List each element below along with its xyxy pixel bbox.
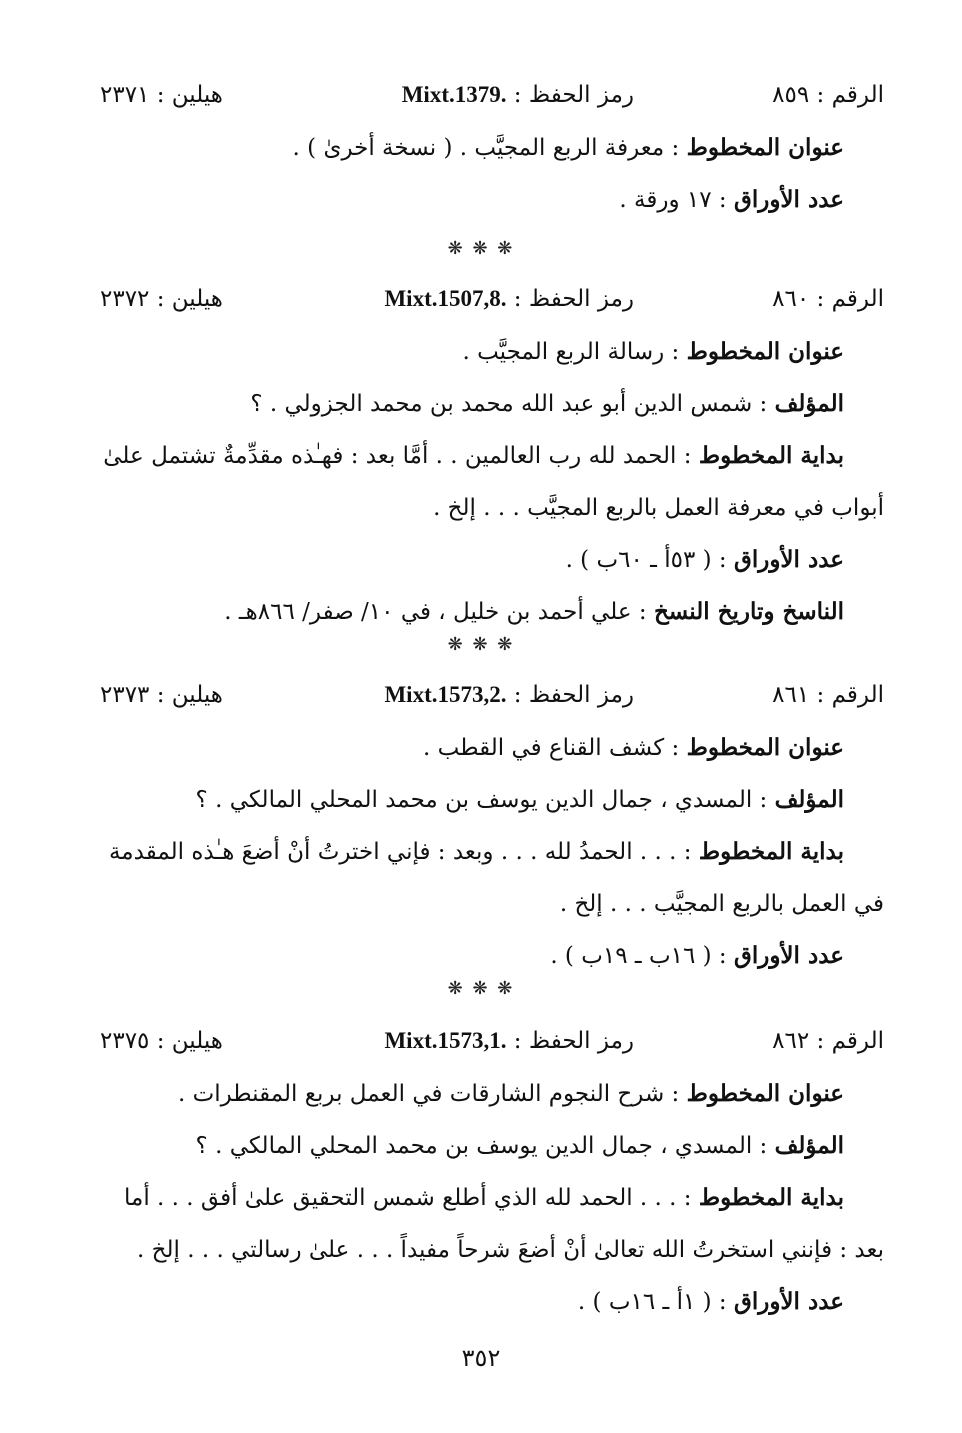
shelfmark-code: Mixt.1379. [401,82,507,107]
shelfmark-label: رمز الحفظ : [506,286,634,312]
separator: ❋ ❋ ❋ [447,634,515,655]
entry-number: الرقم : ٨٦٠ [772,286,884,312]
shelfmark [384,286,634,312]
entry-862 [70,1024,884,1328]
author-label: المؤلف [774,390,844,417]
title-value: : رسالة الربع المجيَّب . [462,339,687,365]
incipit-line [70,430,884,482]
shelfmark [402,82,634,108]
folios-line [70,1276,884,1328]
title-value: : كشف القناع في القطب . [423,735,687,761]
folios-value: : ١٧ ورقة . [619,187,734,213]
entry-860 [70,282,884,638]
author-value: : شمس الدين أبو عبد الله محمد بن محمد الجزولي . ؟ [250,391,775,417]
folios-value: : ( ١أ ـ ١٦ب ) . [577,1289,734,1315]
title-value: : شرح النجوم الشارقات في العمل بربع المقنطرات . [177,1081,687,1107]
author-label: المؤلف [774,1132,844,1159]
author-label: المؤلف [774,786,844,813]
incipit-continuation: بعد : فإنني استخرتُ الله تعالىٰ أنْ أضعَ شرحاً مفيداً . . . علىٰ رسالتي . . . إلخ . [137,1237,884,1263]
author-value: : المسدي ، جمال الدين يوسف بن محمد المحلي المالكي . ؟ [195,1133,775,1159]
title-line [70,1068,884,1120]
shelfmark-code: Mixt.1507,8. [384,286,507,311]
helin-number: هيلين : ٢٣٧١ [100,82,223,108]
shelfmark-label: رمز الحفظ : [506,82,634,108]
incipit-value: : . . . الحمد لله الذي أطلع شمس التحقيق علىٰ أفق . . . أما [124,1185,699,1211]
incipit-line [70,826,884,878]
author-line [70,774,884,826]
entry-number: الرقم : ٨٥٩ [772,82,884,108]
folios-label: عدد الأوراق [733,186,844,213]
helin-number: هيلين : ٢٣٧٢ [100,286,223,312]
folios-label: عدد الأوراق [733,942,844,969]
shelfmark-label: رمز الحفظ : [506,1028,634,1054]
entry-number: الرقم : ٨٦٢ [772,1028,884,1054]
shelfmark-code: Mixt.1573,2. [384,682,507,707]
entry-header [70,282,884,326]
copyist-label: الناسخ وتاريخ النسخ [653,598,844,625]
title-line [70,722,884,774]
title-line [70,326,884,378]
helin-number: هيلين : ٢٣٧٣ [100,682,223,708]
author-line [70,1120,884,1172]
title-value: : معرفة الربع المجيَّب . ( نسخة أخرىٰ ) . [292,135,687,161]
incipit-label: بداية المخطوط [698,442,844,469]
shelfmark [384,1028,634,1054]
author-line [70,378,884,430]
folios-line [70,930,884,982]
separator: ❋ ❋ ❋ [447,238,515,259]
incipit-continuation: أبواب في معرفة العمل بالربع المجيَّب . . . إلخ . [433,495,884,521]
copyist-value: : علي أحمد بن خليل ، في ١٠/ صفر/ ٨٦٦هـ . [224,599,654,625]
entry-861 [70,678,884,982]
entry-859 [70,78,884,226]
folios-label: عدد الأوراق [733,546,844,573]
incipit-label: بداية المخطوط [698,838,844,865]
folios-label: عدد الأوراق [733,1288,844,1315]
separator: ❋ ❋ ❋ [447,978,515,999]
entry-header [70,78,884,122]
incipit-continuation: في العمل بالربع المجيَّب . . . إلخ . [559,891,884,917]
folios-line [70,174,884,226]
helin-number: هيلين : ٢٣٧٥ [100,1028,223,1054]
folios-line [70,534,884,586]
shelfmark-code: Mixt.1573,1. [384,1028,507,1053]
shelfmark [384,682,634,708]
incipit-value: : . . . الحمدُ لله . . . وبعد : فإني اخترتُ أنْ أضعَ هـٰذه المقدمة [108,839,699,865]
title-label: عنوان المخطوط [686,1080,844,1107]
page-number: ٣٥٢ [461,1344,501,1372]
entry-header [70,678,884,722]
title-label: عنوان المخطوط [686,734,844,761]
folios-value: : ( ٥٣أ ـ ٦٠ب ) . [565,547,734,573]
copyist-line [70,586,884,638]
author-value: : المسدي ، جمال الدين يوسف بن محمد المحلي المالكي . ؟ [195,787,775,813]
incipit-line [70,1172,884,1224]
title-label: عنوان المخطوط [686,134,844,161]
incipit-value: : الحمد لله رب العالمين . . أمَّا بعد : فهـٰذه مقدِّمةٌ تشتمل علىٰ [103,443,699,469]
incipit-label: بداية المخطوط [698,1184,844,1211]
shelfmark-label: رمز الحفظ : [506,682,634,708]
entry-header [70,1024,884,1068]
entry-number: الرقم : ٨٦١ [772,682,884,708]
title-line [70,122,884,174]
title-label: عنوان المخطوط [686,338,844,365]
folios-value: : ( ١٦ب ـ ١٩ب ) . [550,943,734,969]
